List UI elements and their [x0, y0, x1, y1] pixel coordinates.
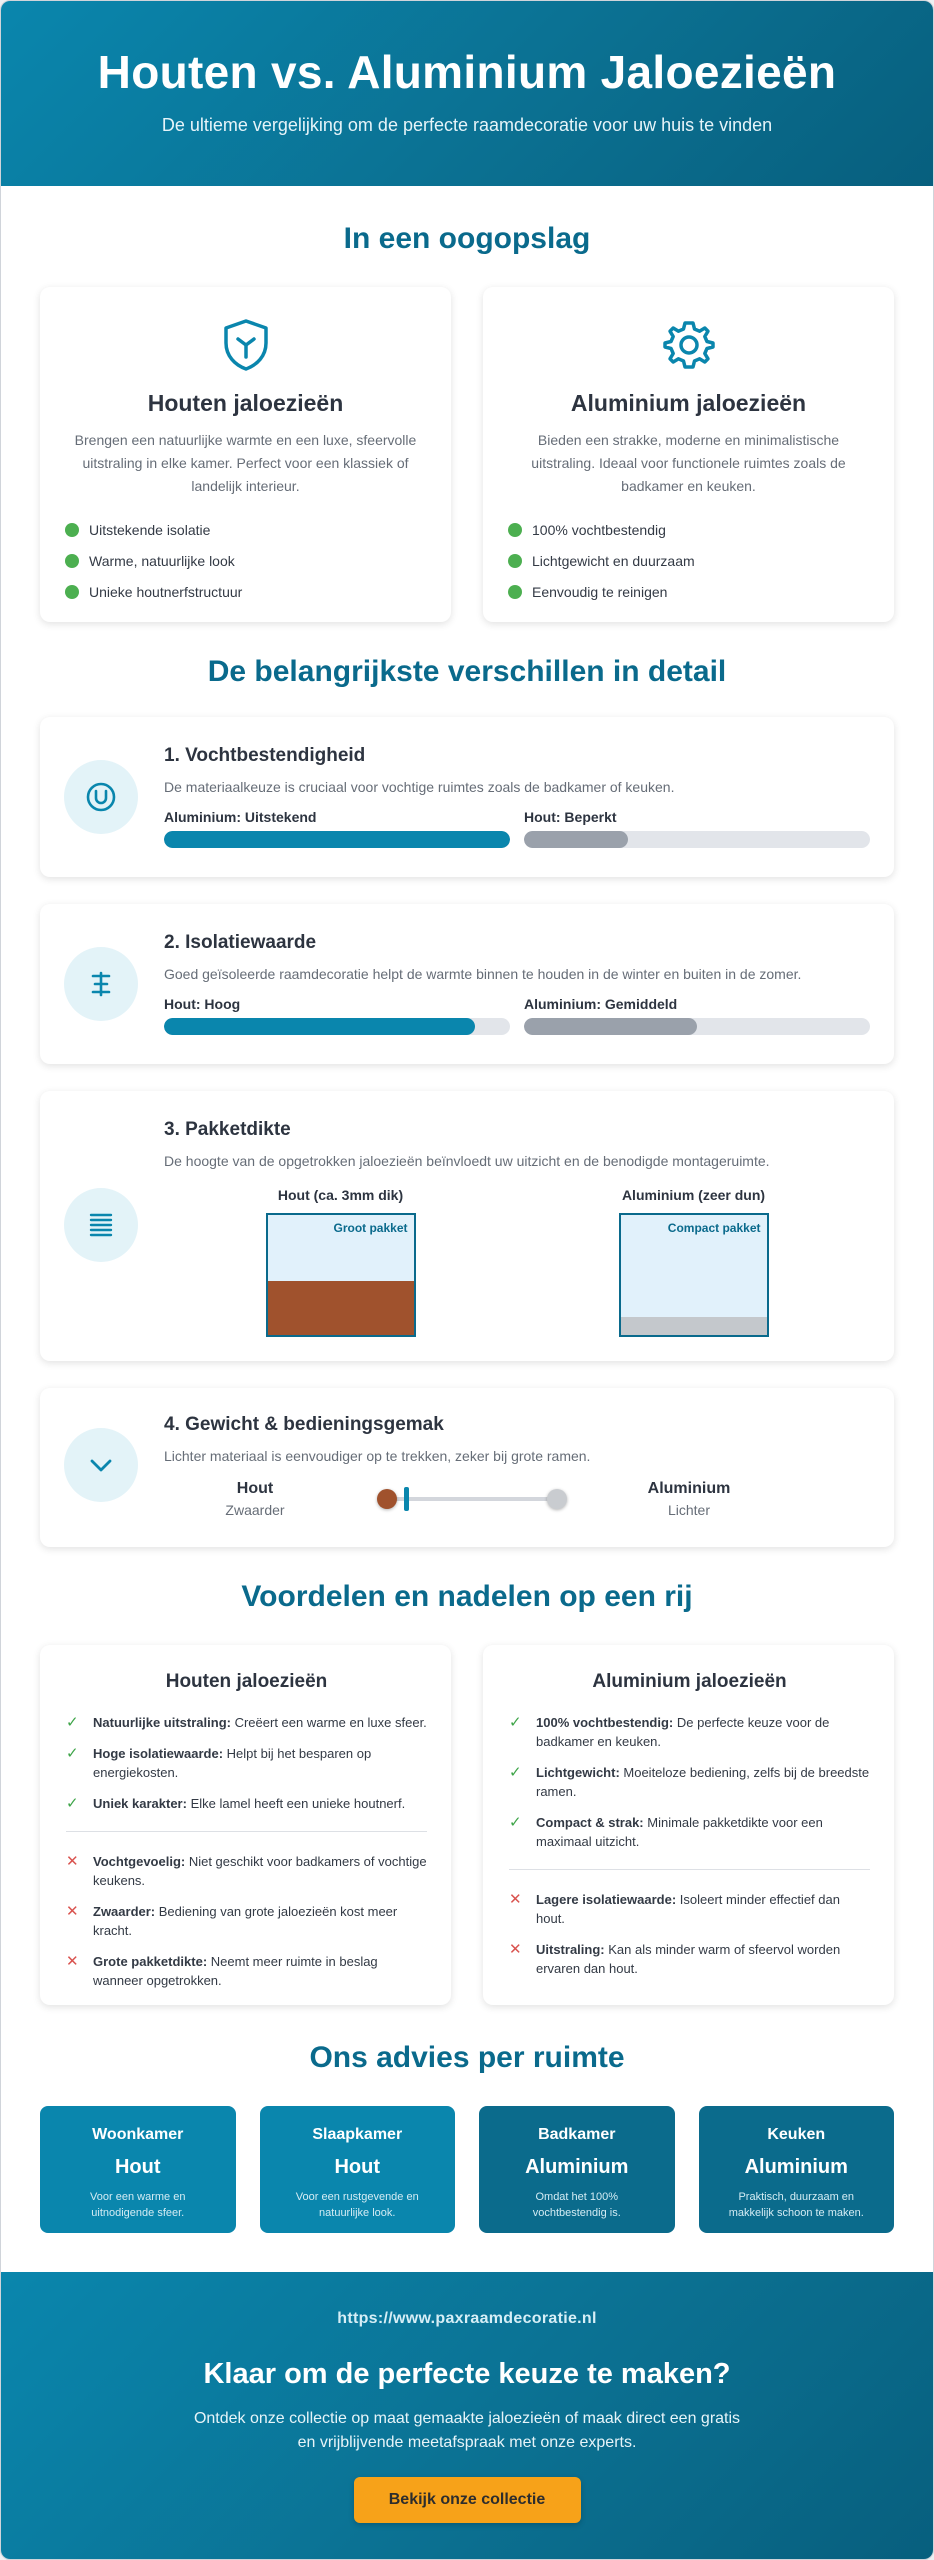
difference-title: 4. Gewicht & bedieningsgemak	[164, 1414, 444, 1435]
package-label: Aluminium (zeer dun)	[621, 1187, 766, 1203]
feature-list	[40, 514, 451, 607]
procon-cards	[1, 1645, 933, 2005]
bar-label: Hout: Beperkt	[524, 809, 617, 825]
check-dot-icon	[65, 585, 79, 599]
bar-fill	[524, 1018, 697, 1035]
room-name: Woonkamer	[92, 2126, 184, 2143]
pro-item	[509, 1713, 870, 1751]
slider-handle	[404, 1487, 409, 1511]
shield-tree-icon	[218, 317, 274, 373]
con-item	[66, 1952, 427, 1990]
hero-title: Houten vs. Aluminium Jaloezieën	[97, 46, 837, 98]
overview-cards	[1, 287, 933, 622]
difference-body	[164, 932, 870, 1035]
feature-list	[483, 514, 894, 607]
overview-card-wood	[40, 287, 451, 622]
pros-list	[509, 1713, 870, 1851]
difference-body	[164, 1119, 870, 1337]
check-icon: ✓	[66, 1795, 79, 1812]
item-text: Lagere isolatiewaarde: Isoleert minder effectief dan hout.	[536, 1892, 840, 1926]
item-text: Zwaarder: Bediening van grote jaloezieën kost meer kracht.	[93, 1904, 398, 1938]
package-label: Hout (ca. 3mm dik)	[277, 1187, 404, 1203]
overview-title: In een oogopslag	[343, 222, 591, 255]
room-card-badkamer	[479, 2106, 675, 2233]
procon-card-aluminium	[483, 1645, 894, 2005]
bar-label: Aluminium: Gemiddeld	[524, 996, 678, 1012]
room-description: Omdat het 100% vochtbestendig is.	[532, 2191, 621, 2219]
overview-card-title: Houten jaloezieën	[147, 390, 344, 416]
weight-wood	[164, 1480, 346, 1518]
footer-title: Klaar om de perfecte keuze te maken?	[203, 2358, 731, 2390]
weight-aluminium	[598, 1480, 780, 1518]
cons-list	[509, 1890, 870, 1978]
bar-fill	[164, 1018, 475, 1035]
cross-icon: ✕	[66, 1953, 79, 1970]
item-text: Natuurlijke uitstraling: Creëert een warme en luxe sfeer.	[93, 1715, 427, 1730]
room-advice-cards	[1, 2106, 933, 2233]
bar-aluminium	[164, 809, 510, 848]
check-icon: ✓	[66, 1745, 79, 1762]
weight-title: Hout	[236, 1480, 274, 1497]
pros-list	[66, 1713, 427, 1813]
advice-title: Ons advies per ruimte	[309, 2041, 625, 2074]
list-item	[508, 545, 894, 576]
item-text: Compact & strak: Minimale pakketdikte voor een maximaal uitzicht.	[536, 1815, 823, 1849]
difference-card-weight	[40, 1388, 894, 1547]
overview-card-description: Bieden een strakke, moderne en minimalistische uitstraling. Ideaal voor functionele ruimtes zoals de badkamer en keuken.	[531, 432, 846, 494]
procon-card-wood	[40, 1645, 451, 2005]
cons-list	[66, 1852, 427, 1990]
item-text: Grote pakketdikte: Neemt meer ruimte in beslag wanneer opgetrokken.	[93, 1954, 378, 1988]
weight-subtitle: Lichter	[667, 1502, 711, 1518]
room-material: Hout	[114, 2156, 161, 2178]
bar-aluminium	[524, 996, 870, 1035]
difference-text: De materiaalkeuze is cruciaal voor vochtige ruimtes zoals de badkamer of keuken.	[164, 779, 675, 795]
item-text: 100% vochtbestendig: De perfecte keuze voor de badkamer en keuken.	[536, 1715, 830, 1749]
room-description: Voor een warme en uitnodigende sfeer.	[90, 2191, 186, 2219]
divider	[509, 1869, 870, 1870]
difference-card-package	[40, 1091, 894, 1361]
list-item	[508, 576, 894, 607]
package-tag: Groot pakket	[333, 1221, 408, 1235]
con-item	[509, 1940, 870, 1978]
footer-text: Ontdek onze collectie op maat gemaakte jaloezieën of maak direct een gratis en vrijblijvende meetafspraak met onze experts.	[193, 2410, 741, 2451]
item-text: Lichtgewicht: Moeiteloze bediening, zelfs bij de breedste ramen.	[536, 1765, 870, 1799]
difference-body	[164, 1414, 870, 1518]
con-item	[66, 1852, 427, 1890]
bar-track	[164, 831, 510, 848]
overview-card-description: Brengen een natuurlijke warmte en een luxe, sfeervolle uitstraling in elke kamer. Perfect voor een klassiek of landelijk interieur.	[74, 432, 417, 494]
list-item	[65, 545, 451, 576]
divider	[66, 1831, 427, 1832]
feature-label: 100% vochtbestendig	[532, 521, 666, 538]
room-card-slaapkamer	[260, 2106, 456, 2233]
weight-comparison	[164, 1480, 870, 1518]
bar-fill	[164, 831, 510, 848]
check-icon: ✓	[509, 1764, 522, 1781]
website-url: https://www.paxraamdecoratie.nl	[337, 2310, 597, 2327]
item-text: Uniek karakter: Elke lamel heeft een unieke houtnerf.	[93, 1796, 406, 1811]
difference-card-insulation	[40, 904, 894, 1064]
weight-subtitle: Zwaarder	[225, 1502, 285, 1518]
difference-body	[164, 745, 870, 848]
feature-label: Eenvoudig te reinigen	[532, 583, 668, 600]
pro-item	[509, 1763, 870, 1801]
room-material: Aluminium	[744, 2156, 848, 2178]
difference-text: Goed geïsoleerde raamdecoratie helpt de warmte binnen te houden in de winter en buiten in de zomer.	[164, 966, 802, 982]
pro-item	[66, 1794, 427, 1813]
con-item	[66, 1902, 427, 1940]
bar-label: Aluminium: Uitstekend	[164, 809, 317, 825]
cross-icon: ✕	[66, 1853, 79, 1870]
wood-ball-icon	[377, 1489, 397, 1509]
procon-title: Voordelen en nadelen op een rij	[241, 1580, 693, 1613]
difference-title: 3. Pakketdikte	[164, 1119, 291, 1140]
pro-item	[66, 1713, 427, 1732]
item-text: Hoge isolatiewaarde: Helpt bij het besparen op energiekosten.	[93, 1746, 372, 1780]
bar-wood	[164, 996, 510, 1035]
list-item	[65, 514, 451, 545]
bar-label: Hout: Hoog	[164, 996, 241, 1012]
gear-icon	[661, 317, 717, 373]
check-dot-icon	[508, 554, 522, 568]
procon-card-title: Houten jaloezieën	[165, 1671, 328, 1692]
difference-card-moisture	[40, 717, 894, 877]
feature-label: Lichtgewicht en duurzaam	[532, 552, 695, 569]
weight-title: Aluminium	[647, 1480, 731, 1497]
bar-track	[164, 1018, 510, 1035]
difference-title: 1. Vochtbestendigheid	[164, 745, 366, 766]
check-dot-icon	[65, 554, 79, 568]
room-card-woonkamer	[40, 2106, 236, 2233]
footer-cta	[1, 2272, 933, 2559]
procon-card-title: Aluminium jaloezieën	[592, 1671, 787, 1692]
item-text: Uitstraling: Kan als minder warm of sfeervol worden ervaren dan hout.	[536, 1942, 841, 1976]
insulation-icon	[64, 947, 138, 1021]
weight-slider	[377, 1487, 567, 1511]
room-name: Keuken	[767, 2126, 826, 2143]
differences-title: De belangrijkste verschillen in detail	[207, 655, 727, 688]
difference-text: De hoogte van de opgetrokken jaloezieën beïnvloedt uw uitzicht en de benodigde montageruimte.	[164, 1153, 770, 1169]
package-tag: Compact pakket	[667, 1221, 761, 1235]
package-aluminium	[517, 1187, 870, 1337]
list-item	[508, 514, 894, 545]
magnet-icon	[64, 760, 138, 834]
room-name: Slaapkamer	[312, 2126, 403, 2143]
feature-label: Uitstekende isolatie	[89, 521, 211, 538]
item-text: Vochtgevoelig: Niet geschikt voor badkamers of vochtige keukens.	[93, 1854, 427, 1888]
feature-label: Warme, natuurlijke look	[89, 552, 235, 569]
aluminium-ball-icon	[547, 1489, 567, 1509]
cross-icon: ✕	[509, 1891, 522, 1908]
cross-icon: ✕	[66, 1903, 79, 1920]
room-card-keuken	[699, 2106, 895, 2233]
room-material: Aluminium	[525, 2156, 629, 2178]
stack-lines-icon	[64, 1188, 138, 1262]
slider-track	[385, 1497, 559, 1501]
room-material: Hout	[334, 2156, 381, 2178]
pro-item	[509, 1813, 870, 1851]
check-dot-icon	[508, 523, 522, 537]
view-collection-button[interactable]: Bekijk onze collectie	[354, 2477, 581, 2523]
room-description: Voor een rustgevende en natuurlijke look.	[295, 2191, 419, 2219]
con-item	[509, 1890, 870, 1928]
comparison-bars	[164, 809, 870, 848]
package-fill	[268, 1281, 414, 1335]
bar-track	[524, 831, 870, 848]
package-box	[266, 1213, 416, 1337]
check-icon: ✓	[66, 1714, 79, 1731]
check-dot-icon	[508, 585, 522, 599]
package-wood	[164, 1187, 517, 1337]
room-name: Badkamer	[538, 2126, 616, 2143]
pro-item	[66, 1744, 427, 1782]
check-dot-icon	[65, 523, 79, 537]
cross-icon: ✕	[509, 1941, 522, 1958]
difference-text: Lichter materiaal is eenvoudiger op te trekken, zeker bij grote ramen.	[164, 1448, 591, 1464]
chevron-down-icon	[64, 1428, 138, 1502]
package-comparison	[164, 1187, 870, 1337]
difference-title: 2. Isolatiewaarde	[164, 932, 317, 953]
bar-fill	[524, 831, 628, 848]
overview-card-aluminium	[483, 287, 894, 622]
comparison-bars	[164, 996, 870, 1035]
check-icon: ✓	[509, 1814, 522, 1831]
list-item	[65, 576, 451, 607]
overview-card-title: Aluminium jaloezieën	[570, 390, 807, 416]
room-description: Praktisch, duurzaam en makkelijk schoon te maken.	[728, 2191, 864, 2219]
bar-track	[524, 1018, 870, 1035]
package-box	[619, 1213, 769, 1337]
package-fill	[621, 1317, 767, 1335]
hero-banner	[1, 1, 933, 186]
feature-label: Unieke houtnerfstructuur	[89, 583, 243, 600]
check-icon: ✓	[509, 1714, 522, 1731]
hero-subtitle: De ultieme vergelijking om de perfecte raamdecoratie voor uw huis te vinden	[161, 115, 773, 135]
bar-wood	[524, 809, 870, 848]
